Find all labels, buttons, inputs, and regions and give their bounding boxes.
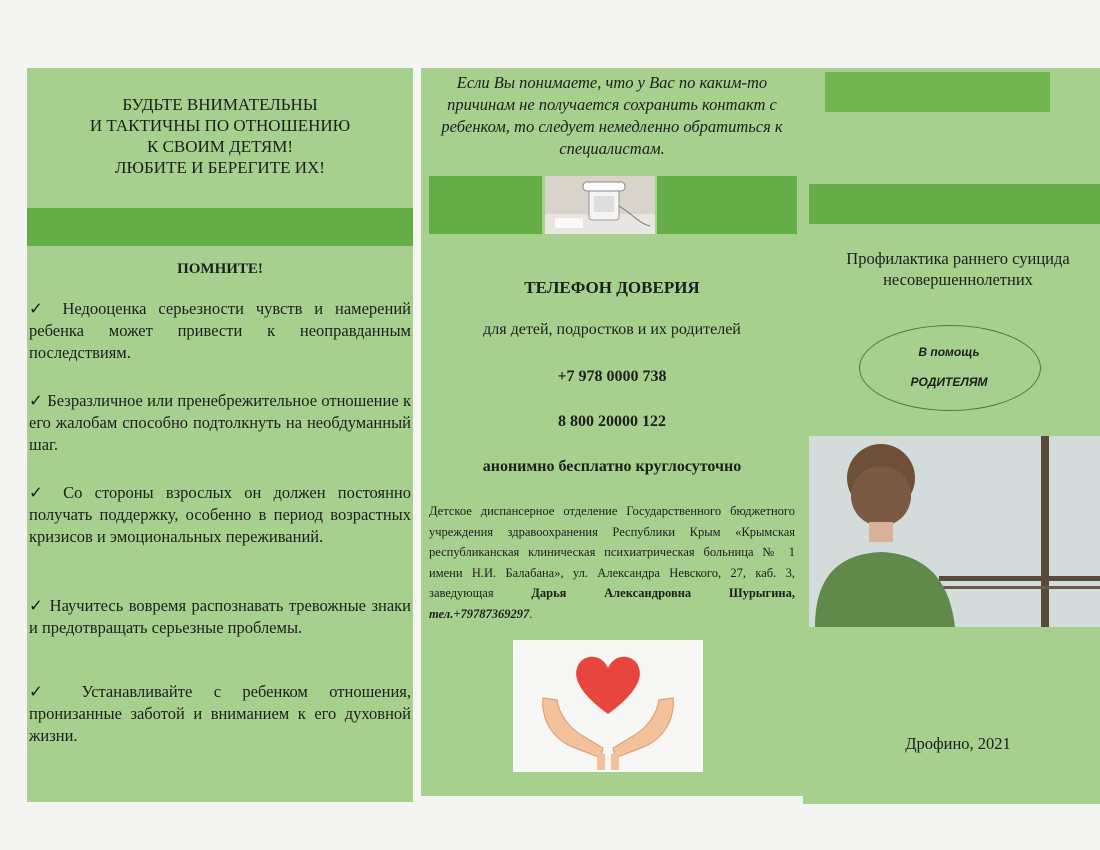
green-band (27, 208, 413, 246)
remember-heading: ПОМНИТЕ! (177, 261, 263, 277)
green-band (429, 176, 542, 234)
left-panel (27, 68, 413, 802)
audience-label-line2: РОДИТЕЛЯМ (910, 375, 988, 389)
punctuation: . (529, 606, 533, 621)
tip-item: ✓ Научитесь вовремя распознавать тревожные знаки и предотвращать серьезные проблемы. (29, 596, 411, 637)
department-head-name: Дарья Александровна Шурыгина, (531, 586, 795, 600)
tip-item: ✓ Со стороны взрослых он должен постоянно получать поддержку, особенно в период возрастных кризисов и эмоциональных переживаний. (29, 483, 411, 546)
desk-telephone-photo (545, 176, 655, 234)
hotline-phone-1: +7 978 0000 738 (557, 368, 667, 385)
green-band (825, 72, 1050, 112)
organization-text: Детское диспансерное отделение Государственного бюджетного учреждения здравоохранения Республики Крым «Крымская республиканская клиническая психиатрическая больница № 1 имени Н.И. Балабана», ул. Александра Невского, 27, каб. 3, заведующая (429, 504, 795, 600)
hotline-note: анонимно бесплатно круглосуточно (482, 458, 742, 475)
middle-panel (421, 68, 803, 796)
right-panel (803, 68, 1100, 804)
hotline-phone-2: 8 800 20000 122 (558, 413, 666, 430)
hotline-subtitle: для детей, подростков и их родителей (483, 321, 741, 338)
intro-text: Если Вы понимаете, что у Вас по каким-то причинам не получается сохранить контакт с ребенком, то следует немедленно обратиться к специалистам. (441, 73, 783, 158)
boy-at-window-photo (809, 436, 1100, 627)
contact-phone: тел.+79787369297 (429, 606, 530, 621)
tip-item: ✓ Устанавливайте с ребенком отношения, пронизанные заботой и вниманием к его духовной жизни. (29, 682, 411, 745)
brochure-title: Профилактика раннего суицида несовершеннолетних (846, 249, 1070, 289)
green-band (809, 184, 1100, 224)
organization-info (429, 501, 795, 624)
audience-oval (859, 325, 1041, 411)
hotline-title: ТЕЛЕФОН ДОВЕРИЯ (524, 278, 700, 297)
heart-in-hands-icon (513, 640, 703, 772)
warning-heading: БУДЬТЕ ВНИМАТЕЛЬНЫ И ТАКТИЧНЫ ПО ОТНОШЕНИЮ К СВОИМ ДЕТЯМ! ЛЮБИТЕ И БЕРЕГИТЕ ИХ! (89, 95, 351, 177)
tip-item: ✓ Безразличное или пренебрежительное отношение к его жалобам способно подтолкнуть на необдуманный шаг. (29, 391, 411, 454)
place-and-year: Дрофино, 2021 (905, 734, 1011, 753)
tip-item: ✓ Недооценка серьезности чувств и намерений ребенка может привести к неоправданным последствиям. (29, 299, 411, 362)
audience-label-line1: В помощь (918, 345, 980, 359)
green-band (657, 176, 797, 234)
